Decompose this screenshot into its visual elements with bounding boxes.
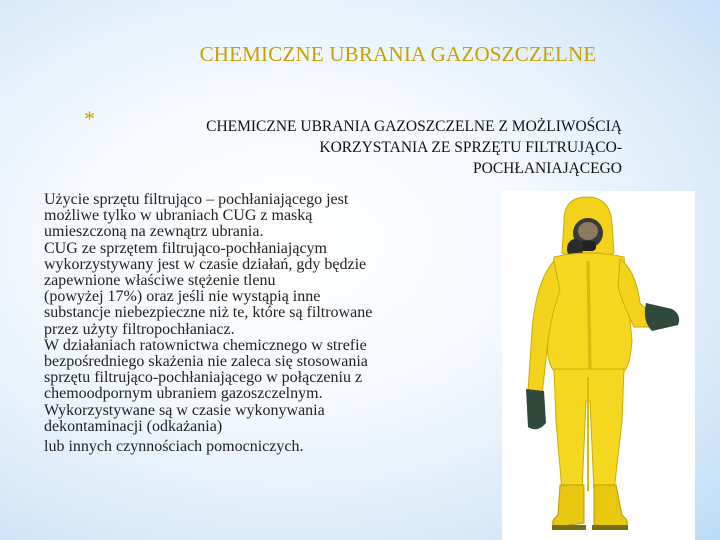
body-line: umieszczoną na zewnątrz ubrania. bbox=[44, 223, 264, 241]
yellow-chemical-suit-icon bbox=[502, 191, 695, 540]
body-line: Użycie sprzętu filtrująco – pochłaniającego jest bbox=[44, 191, 349, 208]
body-line: CUG ze sprzętem filtrująco-pochłaniającym bbox=[44, 239, 327, 257]
chemical-suit-photo bbox=[502, 191, 695, 540]
bullet-star-icon: * bbox=[84, 106, 95, 131]
body-line: wykorzystywany jest w czasie działań, gdy będzie bbox=[44, 255, 367, 273]
subheading-line: POCHŁANIAJĄCEGO bbox=[473, 160, 622, 177]
subheading-line: CHEMICZNE UBRANIA GAZOSZCZELNE Z MOŻLIWOŚCIĄ bbox=[206, 118, 622, 135]
body-line: możliwe tylko w ubraniach CUG z maską bbox=[44, 207, 313, 225]
subheading-line: KORZYSTANIA ZE SPRZĘTU FILTRUJĄCO- bbox=[319, 139, 622, 156]
body-line: W działaniach ratownictwa chemicznego w strefie bbox=[44, 336, 367, 354]
slide-title: CHEMICZNE UBRANIA GAZOSZCZELNE bbox=[199, 42, 597, 66]
body-line: przez użyty filtropochłaniacz. bbox=[44, 320, 235, 338]
body-line: sprzętu filtrująco-pochłaniającego w połączeniu z bbox=[44, 369, 363, 387]
body-line: substancje niebezpieczne niż te, które są filtrowane bbox=[44, 304, 373, 322]
body-text bbox=[44, 192, 464, 455]
body-line: bezpośredniego skażenia nie zaleca się stosowania bbox=[44, 353, 368, 371]
body-line: Wykorzystywane są w czasie wykonywania bbox=[44, 401, 325, 419]
body-line: dekontaminacji (odkażania) bbox=[44, 417, 223, 435]
body-line: zapewnione właściwe stężenie tlenu bbox=[44, 272, 276, 290]
subheading bbox=[100, 116, 622, 179]
body-line: (powyżej 17%) oraz jeśli nie wystąpią inne bbox=[44, 288, 321, 306]
body-line: lub innych czynnościach pomocniczych. bbox=[44, 438, 304, 456]
body-line: chemoodpornym ubraniem gazoszczelnym. bbox=[44, 385, 323, 403]
